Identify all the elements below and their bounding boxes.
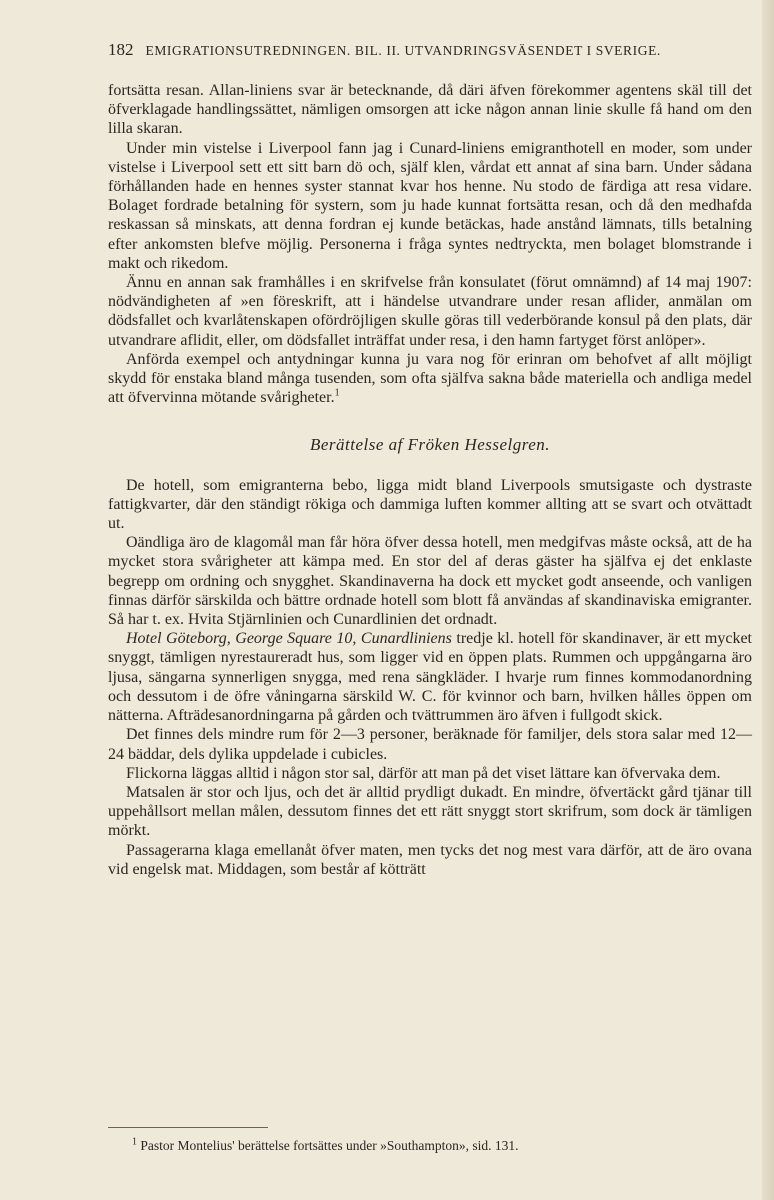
section-heading: Berättelse af Fröken Hesselgren. xyxy=(309,435,551,455)
paragraph: De hotell, som emigranterna bebo, ligga midt bland Liverpools smutsigaste och dystraste fattigkvarter, där den ständigt rökiga och dammiga luften kommer allting att se svart och otvättadt ut. xyxy=(108,476,752,533)
footnote-text: Pastor Montelius' berättelse fortsättes under »Southampton», sid. 131. xyxy=(140,1138,519,1153)
paragraph xyxy=(108,350,752,408)
paragraph-text: tredje kl. hotell för skandinaver, är ett mycket snyggt, tämligen nyrestaureradt hus, som ligger vid en öppen plats. Rummen och uppgångarna äro ljusa, sängarna synnerligen snygga, med rena sängkläder. I hvarje rum finnes kommodanordning och dessutom i de öfre våningarna särskild W. C. för kvinnor och barn, hvilken hålles öppen om nätterna. Afträdesanordningarna på gården och tvättrummen äro äfven i fullgodt skick. xyxy=(108,630,753,725)
paragraph: Ännu en annan sak framhålles i en skrifvelse från konsulatet (förut omnämnd) af 14 maj 1907: nödvändigheten af »en föreskrift, att i händelse utvandrare under resan aflider, anmälan om dödsfallet och kvarlåtenskapen ofördröjligen skulle göras till vederbörande konsul på den plats, där utvandrare aflidit, eller, om dödsfallet inträffat under resa, i den hamn fartyget först anlöper». xyxy=(108,274,752,349)
paragraph: Det finnes dels mindre rum för 2—3 personer, beräknade för familjer, dels stora salar med 12—24 bäddar, dels dylika uppdelade i cubicles. xyxy=(108,726,752,763)
footnote xyxy=(132,1138,752,1154)
paragraph-text: Anförda exempel och antydningar kunna ju vara nog för erinran om behofvet af allt möjligt skydd för enstaka bland många tusenden, som ofta själfva sakna både materiella och andliga medel att öfvervinna mötande svårigheter. xyxy=(108,350,752,407)
running-title: EMIGRATIONSUTREDNINGEN. BIL. II. UTVANDRINGSVÄSENDET I SVERIGE. xyxy=(145,43,661,58)
page-edge xyxy=(762,0,774,1200)
paragraph: Oändliga äro de klagomål man får höra öfver dessa hotell, men medgifvas måste också, att de ha mycket stora svårigheter att kämpa med. En stor del af deras gäster ha själfva ej det enklaste begrepp om ordning och snygghet. Skandinaverna ha dock ett mycket godt anseende, och vanligen finnas därför särskilda och bättre ordnade hotell som blott få användas af skandinaviska emigranter. Så har t. ex. Hvita Stjärnlinien och Cunardlinien det ordnadt. xyxy=(108,534,752,629)
hotel-name: Hotel Göteborg, George Square 10, Cunardliniens xyxy=(126,630,452,648)
paragraph xyxy=(108,629,752,725)
page-number: 182 xyxy=(108,40,134,59)
paragraph: Flickorna läggas alltid i någon stor sal, därför att man på det viset lättare kan öfvervaka dem. xyxy=(126,764,721,782)
footnote-rule xyxy=(108,1127,268,1128)
paragraph: Matsalen är stor och ljus, och det är alltid prydligt dukadt. En mindre, öfvertäckt gård tjänar till uppehållsort mellan målen, dessutom finnes det ett rätt snyggt stort skrifrum, som dock är tämligen mörkt. xyxy=(108,783,752,840)
paragraph: fortsätta resan. Allan-liniens svar är betecknande, då däri äfven förekommer agentens skäl till det öfverklagade handlingssättet, nämligen omsorgen att icke någon annan linie skulle få hand om den lilla skaran. xyxy=(108,82,752,138)
paragraph: Under min vistelse i Liverpool fann jag i Cunard-liniens emigranthotell en moder, som under vistelse i Liverpool sett ett sitt barn dö och, själf klen, vårdat ett annat af sina barn. Under sådana förhållanden hade en hennes syster stannat kvar hos henne. Nu stodo de färdiga att resa vidare. Bolaget fordrade betalning för systern, som ju hade kunnat fortsätta resan, och då den medhafda reskassan så minskats, att denna fordran ej kunde betäckas, hade anstånd lämnats, tills betalning efter ankomsten blefve möjlig. Personerna i fråga syntes nedtryckta, men bolaget blomstrande i makt och rikedom. xyxy=(108,139,752,272)
footnote-ref[interactable]: 1 xyxy=(334,387,340,399)
running-header xyxy=(108,40,754,60)
footnote-marker: 1 xyxy=(132,1136,137,1148)
page-body xyxy=(108,81,752,879)
paragraph: Passagerarna klaga emellanåt öfver maten, men tycks det nog mest vara därför, att de äro ovana vid engelsk mat. Middagen, som består af kötträtt xyxy=(108,841,752,878)
